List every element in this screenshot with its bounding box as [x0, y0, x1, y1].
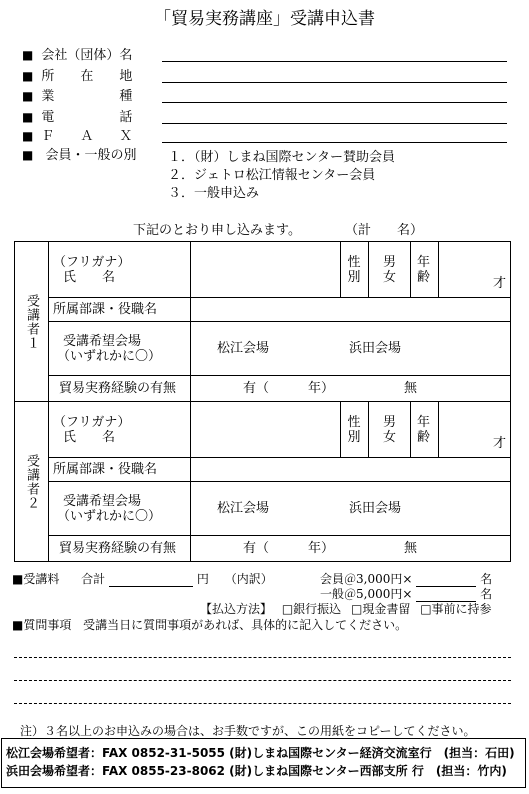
fee-total-field[interactable] — [109, 574, 193, 587]
attendee-row-name — [15, 402, 511, 458]
experience-no[interactable]: 無 — [404, 541, 418, 556]
payment-bank[interactable]: □銀行振込 — [281, 602, 342, 616]
field-label: Ｆ Ａ Ｘ — [41, 129, 133, 144]
age-unit: 才 — [492, 276, 506, 291]
age-input[interactable] — [439, 402, 511, 458]
attendee-row-experience — [15, 536, 511, 562]
page-title: 「貿易実務講座」受講申込書 — [154, 9, 375, 29]
experience-yes[interactable]: 有（ 年） — [243, 541, 335, 556]
venue-options — [191, 322, 511, 376]
venue-label-cell — [49, 322, 191, 376]
attendee-label: 受講者２ — [15, 402, 49, 562]
experience-options — [191, 536, 511, 562]
attendee-table — [14, 241, 511, 562]
questions-text: 受講当日に質問事項があれば、具体的に記入してください。 — [83, 618, 408, 632]
dept-input[interactable] — [191, 458, 511, 482]
venue-options — [191, 482, 511, 536]
venue-label: 受講希望会場 — [63, 493, 142, 509]
dept-label: 所属部課・役職名 — [49, 458, 191, 482]
venue-matsue[interactable]: 松江会場 — [217, 501, 270, 516]
participant-count[interactable]: （計 名） — [345, 223, 424, 238]
attendee-label: 受講者１ — [15, 242, 49, 402]
intro-text: 下記のとおり申し込みます。 — [133, 223, 301, 238]
field-input-line-2[interactable] — [162, 82, 507, 83]
fee-row — [12, 570, 273, 587]
applicant-field-1 — [22, 46, 132, 64]
bullet-marker: ■ — [22, 69, 34, 83]
applicant-field-2 — [22, 67, 132, 85]
name-label: 氏 名 — [63, 269, 116, 285]
bullet-marker: ■ — [22, 89, 34, 103]
age-unit: 才 — [492, 436, 506, 451]
venue-matsue[interactable]: 松江会場 — [217, 341, 270, 356]
field-input-line-3[interactable] — [162, 102, 507, 103]
attendee-row-name — [15, 242, 511, 298]
membership-option-1[interactable]: １．（財）しまね国際センター賛助会員 — [168, 150, 395, 165]
attendee-row-venue — [15, 482, 511, 536]
bullet-marker: ■ — [22, 148, 34, 162]
fee-breakdown-label: （内訳） — [224, 572, 273, 586]
bullet-marker: ■ — [22, 110, 34, 124]
furigana-label: （フリガナ） — [53, 254, 131, 270]
venue-label: 受講希望会場 — [63, 333, 142, 349]
gender-options[interactable]: 男女 — [369, 242, 411, 298]
fee-yen: 円 — [196, 572, 209, 586]
experience-options — [191, 376, 511, 402]
fee-label: ■受講料 — [12, 572, 60, 586]
general-rate: 一般＠5,000円× — [320, 587, 413, 601]
gender-label: 性別 — [341, 402, 369, 458]
venue-hint: （いずれかに〇） — [57, 348, 162, 364]
question-line-2[interactable] — [14, 680, 511, 681]
questions-row — [12, 616, 407, 633]
experience-label: 貿易実務経験の有無 — [49, 536, 191, 562]
experience-label: 貿易実務経験の有無 — [49, 376, 191, 402]
dept-input[interactable] — [191, 298, 511, 322]
name-label-cell — [49, 242, 191, 298]
fee-total-label: 合計 — [81, 572, 106, 586]
field-label: 業 種 — [41, 89, 133, 104]
attendee-row-experience — [15, 376, 511, 402]
gender-label: 性別 — [341, 242, 369, 298]
attendee-row-venue — [15, 322, 511, 376]
payment-in-person[interactable]: □事前に持参 — [420, 602, 492, 616]
age-input[interactable] — [439, 242, 511, 298]
member-unit: 名 — [480, 572, 493, 586]
venue-hamada[interactable]: 浜田会場 — [349, 341, 402, 356]
field-input-line-4[interactable] — [162, 123, 507, 124]
experience-no[interactable]: 無 — [404, 381, 418, 396]
bullet-marker: ■ — [22, 48, 34, 62]
experience-yes[interactable]: 有（ 年） — [243, 381, 335, 396]
venue-hint: （いずれかに〇） — [57, 508, 162, 524]
field-input-line-1[interactable] — [162, 61, 507, 62]
question-line-1[interactable] — [14, 657, 511, 658]
payment-label: 【払込方法】 — [200, 602, 273, 616]
contact-matsue: 松江会場希望者：FAX 0852-31-5055 (財)しまね国際センター経済交流室行 (担当：石田) — [6, 746, 515, 760]
member-rate: 会員＠3,000円× — [320, 572, 413, 586]
furigana-label: （フリガナ） — [53, 414, 131, 430]
membership-row — [22, 146, 137, 164]
membership-label: 会員・一般の別 — [45, 148, 137, 163]
membership-option-3[interactable]: ３．一般申込み — [168, 186, 260, 201]
contact-box — [1, 738, 526, 788]
field-label: 電 話 — [41, 110, 133, 125]
age-label: 年齢 — [411, 402, 439, 458]
applicant-field-4 — [22, 108, 132, 126]
gender-options[interactable]: 男女 — [369, 402, 411, 458]
name-input[interactable] — [191, 402, 341, 458]
name-label-cell — [49, 402, 191, 458]
contact-hamada: 浜田会場希望者：FAX 0855-23-8062 (財)しまね国際センター西部支所 行 (担当：竹内) — [6, 764, 507, 778]
attendee-row-dept — [15, 458, 511, 482]
attendee-row-dept — [15, 298, 511, 322]
name-label: 氏 名 — [63, 429, 116, 445]
field-label: 所 在 地 — [41, 69, 133, 84]
questions-label: ■質問事項 — [12, 618, 72, 632]
field-label: 会社（団体）名 — [41, 48, 133, 63]
bullet-marker: ■ — [22, 129, 34, 143]
dept-label: 所属部課・役職名 — [49, 298, 191, 322]
age-label: 年齢 — [411, 242, 439, 298]
name-input[interactable] — [191, 242, 341, 298]
venue-hamada[interactable]: 浜田会場 — [349, 501, 402, 516]
payment-row — [200, 600, 492, 617]
membership-option-2[interactable]: ２．ジェトロ松江情報センター会員 — [168, 168, 376, 183]
applicant-field-3 — [22, 87, 132, 105]
field-input-line-5[interactable] — [162, 142, 507, 143]
general-unit: 名 — [480, 587, 493, 601]
question-line-3[interactable] — [14, 703, 511, 704]
venue-label-cell — [49, 482, 191, 536]
copy-note: 注）３名以上のお申込みの場合は、お手数ですが、この用紙をコピーしてください。 — [20, 724, 476, 738]
payment-registered-mail[interactable]: □現金書留 — [351, 602, 411, 616]
applicant-field-5 — [22, 127, 132, 145]
